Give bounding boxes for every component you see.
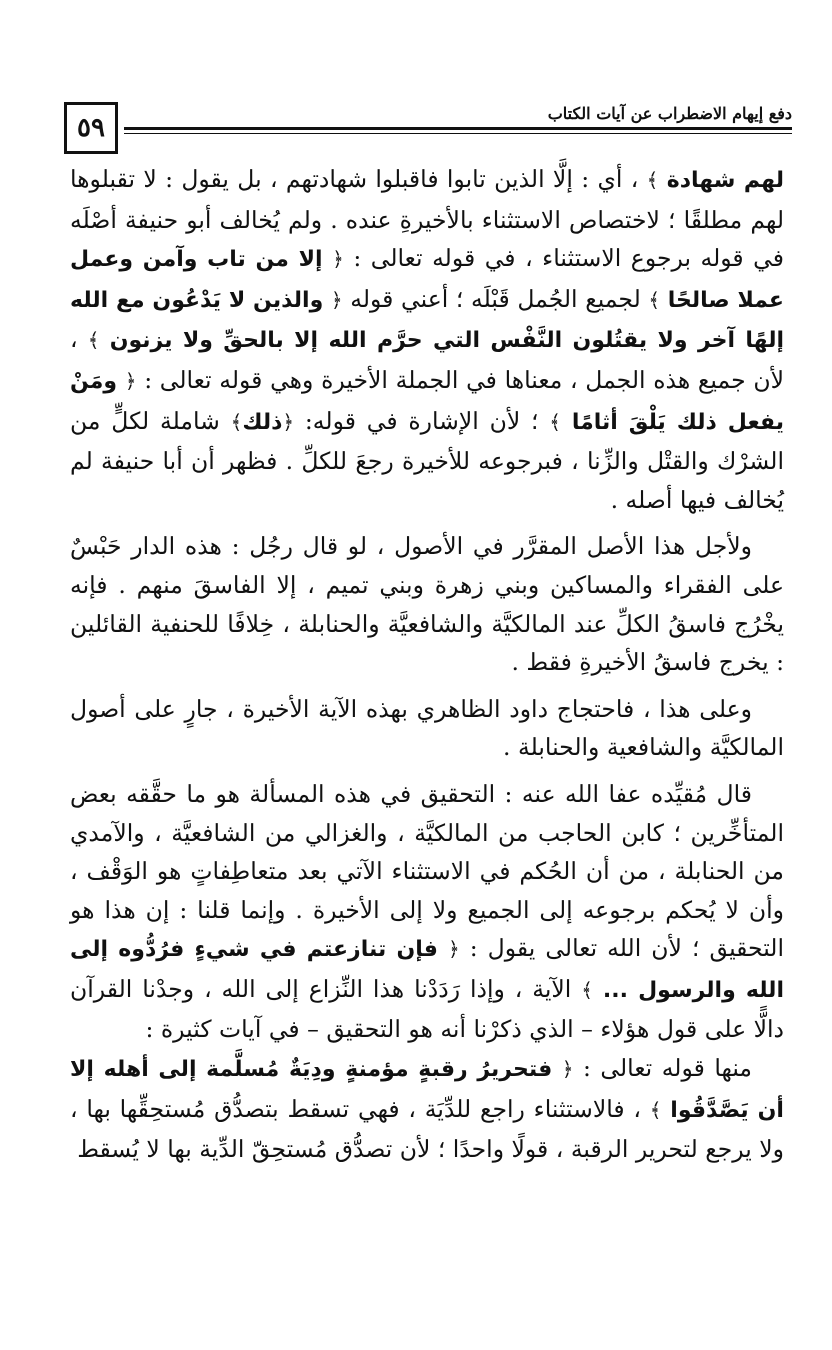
bracket-open: ﴿ [282,409,295,434]
bracket-open: ﴿ [332,247,344,272]
quranic-quote: لهم شهادة [666,168,784,193]
paragraph-text: لجميع الجُمل قَبْلَه ؛ أعني قوله [350,284,641,313]
paragraph-1 [70,160,784,519]
bracket-open: ﴿ [561,1057,574,1082]
running-header-title: دفع إيهام الاضطراب عن آيات الكتاب [547,104,792,123]
quranic-quote: ومَنْ يفعل ذلك يَلْقَ أثامًا [70,368,784,435]
bracket-open: ﴿ [330,287,343,312]
paragraph-text: الآية ، وإذا رَدَدْنا هذا النِّزاع إلى الله ، وجدْنا القرآن دالًّا على قول هؤلاء – الذي ذكرْنا أنه هو التحقيق – في آيات كثيرة : [70,974,784,1044]
quranic-quote: فتحريرُ رقبةٍ مؤمنةٍ ودِيَةٌ مُسلَّمة إلى أهله إلا أن يَصَّدَّقُوا [70,1057,784,1123]
bracket-close: ﴾ [648,287,661,312]
paragraph-2: ولأجل هذا الأصل المقرَّر في الأصول ، لو قال رجُل : هذه الدار حَبْسٌ على الفقراء والمساكين وبني زهرة وبني تميم ، إلا الفاسقَ منهم . فإنه يخْرُج فاسقُ الكلِّ عند المالكيَّة والشافعيَّة والحنابلة ، خِلافًا للحنفية القائلين : يخرج فاسقُ الأخيرةِ فقط . [70,532,784,677]
bracket-close: ﴾ [87,328,100,353]
quranic-quote: ذلك [242,409,283,435]
bracket-close: ﴾ [230,409,243,434]
bracket-open: ﴿ [447,937,460,962]
bracket-close: ﴾ [646,168,659,192]
quranic-quote: إلا من تاب وآمن وعمل عملا صالحًا [70,247,784,313]
quranic-quote: والذين لا يَدْعُون مع الله إلهًا آخر ولا يقتُلون النَّفْس التي حرَّم الله إلا بالحقِّ ولا يزنون [70,287,784,354]
paragraph-5 [70,1049,784,1169]
paragraph-4 [70,775,784,1049]
paragraph-text: شاملة لكلٍّ من الشرْك والقتْل والزِّنا ، فبرجوعه للأخيرة رجعَ للكلِّ . فظهر أن أبا حنيفة لم يُخالف فيها أصله . [70,406,784,514]
header-rule [124,127,792,130]
paragraph-text: ، لأن جميع هذه الجمل ، معناها في الجملة الأخيرة وهي قوله تعالى : [70,325,784,394]
bracket-open: ﴿ [124,368,137,393]
paragraph-text: ، أي : إلَّا الذين تابوا فاقبلوا شهادتهم ، بل يقول : لا تقبلوها لهم مطلقًا ؛ لاختصاص الاستثناء بالأخيرةِ عنده . ولم يُخالف أبو حنيفة أصْلَه في قوله برجوع الاستثناء ، في قوله تعالى : [70,165,784,273]
bracket-close: ﴾ [649,1097,662,1122]
paragraph-text: ، فالاستثناء راجع للدِّيَة ، فهي تسقط بتصدُّق مُستحِقِّها بها ، ولا يرجع لتحرير الرقبة ، قولًا واحدًا ؛ لأن تصدُّق مُستحِقّ الدِّية بها لا يُسقط [70,1094,784,1164]
bracket-close: ﴾ [549,409,562,434]
paragraph-3: وعلى هذا ، فاحتجاج داود الظاهري بهذه الآية الأخيرة ، جارٍ على أصول المالكيَّة والشافعية والحنابلة . [70,694,784,762]
quranic-quote: فإن تنازعتم في شيءٍ فرُدُّوه إلى الله والرسول ... [70,937,784,1003]
paragraph-text: قال مُقيِّده عفا الله عنه : التحقيق في هذه المسألة هو ما حقَّقه بعض المتأخِّرين ؛ كابن الحاجب من المالكيَّة ، والغزالي من الشافعيَّة ، والآمدي من الحنابلة ، من أن الحُكم في الاستثناء الآتي بعد متعاطِفاتٍ هو الوَقْف ، وأن لا يُحكم برجوعه إلى الجميع ولا إلى الأخيرة . وإنما قلنا : إن هذا هو التحقيق ؛ لأن الله تعالى يقول : [70,779,784,963]
header-rule-thin [124,133,792,134]
page-number: ٥٩ [64,102,118,154]
paragraph-text: ؛ لأن الإشارة في قوله: [304,406,539,435]
bracket-close: ﴾ [581,977,593,1002]
page-body [70,160,784,1169]
paragraph-text: منها قوله تعالى : [582,1054,753,1083]
